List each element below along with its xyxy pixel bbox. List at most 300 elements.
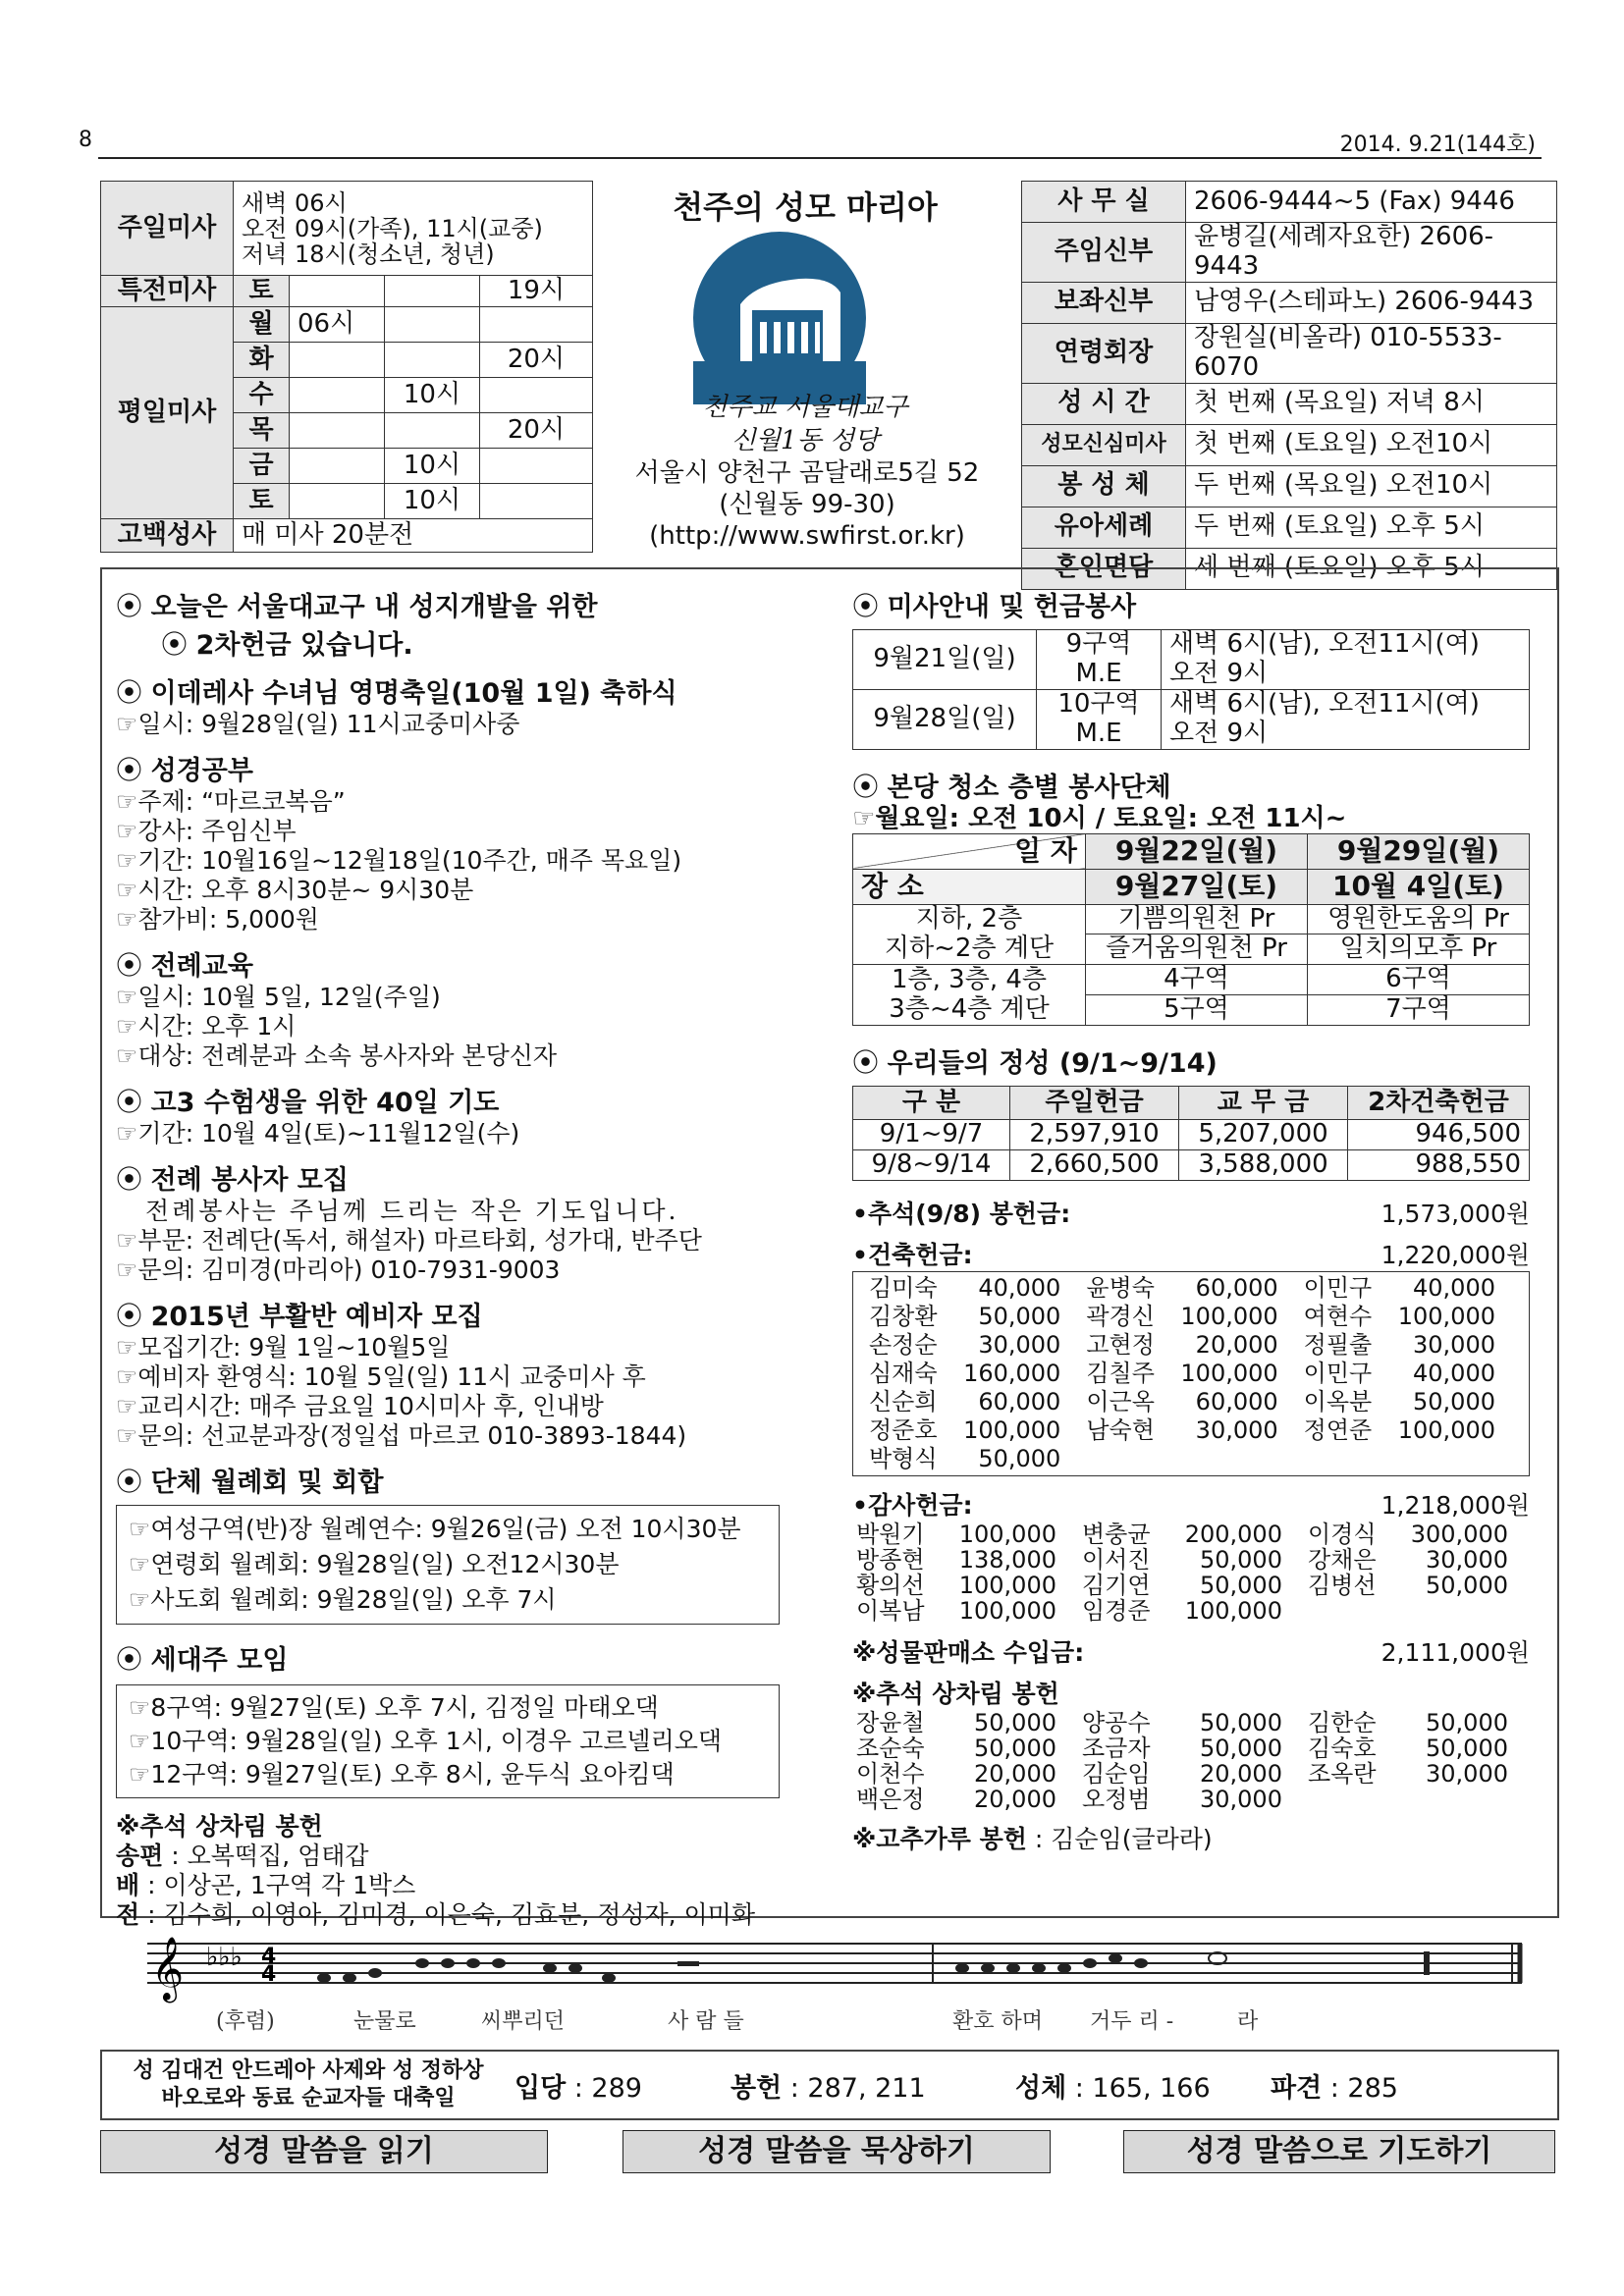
donor-row: [852, 1573, 1530, 1598]
donor-amount: 100,000: [958, 1520, 1056, 1548]
notice-line: ☞ 문의: 선교분과장(정일섭 마르코 010-3893-1844): [116, 1421, 793, 1451]
donor-amount: 20,000: [1195, 1330, 1278, 1359]
notice-heading: ⦿ 성경공부: [116, 749, 793, 787]
mass-group: M.E: [1037, 720, 1162, 749]
donor-amount: 50,000: [1426, 1708, 1508, 1736]
hymn-entrance: [514, 2066, 731, 2105]
notice-heading: ※추석 상차림 봉헌: [116, 1812, 323, 1841]
weekday-day: 수: [234, 378, 290, 413]
weekday-time: 10시: [385, 378, 480, 413]
shop-total: [852, 1633, 1530, 1669]
donor-name: 박형식: [869, 1444, 938, 1472]
cleaning-place: 1층, 3층, 4층: [853, 965, 1086, 995]
donor-amount: 100,000: [1397, 1302, 1495, 1330]
donor-name: 강채은: [1307, 1545, 1377, 1574]
offering-value: : 이상곤, 1구역 각 1박스: [139, 1871, 416, 1899]
donor-amount: 30,000: [1195, 1415, 1278, 1444]
offering-cell: 3,588,000: [1179, 1150, 1348, 1181]
weekday-time: [385, 343, 480, 378]
weekday-day: 금: [234, 449, 290, 484]
offering-col-header: 구 분: [853, 1087, 1010, 1120]
meeting-box: [116, 1505, 780, 1625]
donor-name: 여현수: [1303, 1302, 1373, 1330]
donor-amount: 138,000: [958, 1545, 1056, 1574]
building-donor-list: [852, 1271, 1530, 1476]
offering-value: : 오복떡집, 엄태갑: [163, 1842, 369, 1870]
donor-name: 김칠주: [1086, 1359, 1155, 1387]
donor-amount: 30,000: [1426, 1545, 1508, 1574]
contact-value: 2606-9444~5 (Fax) 9446: [1186, 182, 1557, 223]
donor-name: 이서진: [1081, 1545, 1151, 1574]
mass-time: 새벽 6시(남), 오전11시(여): [1162, 630, 1530, 660]
table-offering-label: ※추석 상차림 봉헌: [852, 1679, 1059, 1708]
notice-heading: ⦿ 2015년 부활반 예비자 모집: [116, 1295, 793, 1333]
cleaning-date: 9월22일(월): [1086, 833, 1308, 869]
music-staff: [128, 1924, 1542, 2042]
notice-line: ☞ 연령회 월례회: 9월28일(일) 오전12시30분: [129, 1547, 767, 1582]
notice-line: ☞ 사도회 월례회: 9월28일(일) 오후 7시: [129, 1582, 767, 1618]
donor-name: [1304, 1598, 1390, 1624]
weekday-time: 06시: [290, 307, 385, 343]
donor-amount: 60,000: [978, 1387, 1061, 1415]
hymn-value: : 165, 166: [1066, 2072, 1211, 2104]
weekday-time: [290, 484, 385, 519]
donor-row: [852, 1547, 1530, 1573]
lyric: 환호 하며: [952, 2009, 1044, 2034]
donor-amount: 100,000: [958, 1571, 1056, 1599]
contact-value: 두 번째 (토요일) 오후 5시: [1186, 507, 1557, 548]
weekday-time: [290, 449, 385, 484]
donor-amount: 40,000: [1413, 1273, 1495, 1302]
weekday-time: [290, 343, 385, 378]
donor-amount: 40,000: [1413, 1359, 1495, 1387]
offering-key: 송편: [116, 1842, 164, 1870]
contact-value: 첫 번째 (목요일) 저녁 8시: [1186, 383, 1557, 424]
sunday-time: 저녁 18시(청소년, 청년): [242, 240, 495, 268]
weekday-time: [290, 413, 385, 449]
cleaning-team: 일치의모후 Pr: [1308, 934, 1530, 965]
total-label: •건축헌금:: [852, 1240, 973, 1269]
mass-time: 오전 9시: [1162, 720, 1530, 749]
offering-title: ⦿ 우리들의 정성 (9/1~9/14): [852, 1041, 1540, 1080]
cleaning-place: 3층~4층 계단: [853, 995, 1086, 1026]
offering-cell: 2,660,500: [1010, 1150, 1179, 1181]
footer-pray-bible: 성경 말씀으로 기도하기: [1123, 2130, 1555, 2173]
mass-date: 9월28일(일): [853, 689, 1037, 749]
donor-row: [852, 1735, 1530, 1761]
notice-heading: ⦿ 전례 봉사자 모집: [116, 1158, 793, 1197]
donor-name: 이옥분: [1303, 1387, 1373, 1415]
donor-name: 윤병숙: [1086, 1273, 1155, 1302]
cleaning-team: 기쁨의원천 Pr: [1086, 904, 1308, 934]
mass-schedule-table: [100, 181, 593, 553]
contact-label: 연령회장: [1022, 323, 1186, 383]
offering-table: [852, 1086, 1530, 1181]
donor-amount: 30,000: [1199, 1785, 1282, 1813]
footer-meditate-bible: 성경 말씀을 묵상하기: [623, 2130, 1051, 2173]
weekday-time: [480, 484, 593, 519]
offering-cell: 5,207,000: [1179, 1120, 1348, 1150]
mass-date: 9월21일(일): [853, 630, 1037, 690]
church-url[interactable]: (http://www.swfirst.or.kr): [649, 521, 965, 551]
donor-name: [1082, 1445, 1165, 1473]
donor-amount: 30,000: [1426, 1759, 1508, 1788]
signature-line: 신월1동 성당: [731, 426, 880, 455]
donor-row: [852, 1522, 1530, 1547]
donor-name: 조금자: [1081, 1734, 1151, 1762]
special-time: 19시: [480, 276, 593, 307]
hymn-box: [100, 2050, 1559, 2120]
donor-name: 손정순: [869, 1330, 938, 1359]
donor-name: 이복남: [856, 1596, 925, 1625]
offering-col-header: 주일헌금: [1010, 1087, 1179, 1120]
contact-label: 혼인면담: [1022, 548, 1186, 589]
donor-amount: 300,000: [1410, 1520, 1508, 1548]
donor-name: 박원기: [856, 1520, 925, 1548]
donor-name: 이근옥: [1086, 1387, 1155, 1415]
offering-cell: 988,550: [1347, 1150, 1529, 1181]
contact-value: 첫 번째 (토요일) 오전10시: [1186, 424, 1557, 465]
donor-name: 양공수: [1081, 1708, 1151, 1736]
cleaning-place: 지하, 2층: [853, 904, 1086, 934]
notice-line: [116, 1842, 793, 1871]
donor-amount: 100,000: [1397, 1415, 1495, 1444]
hymn-offertory: [731, 2066, 1015, 2105]
donor-name: 이민구: [1303, 1273, 1373, 1302]
notice-line: ☞ 부문: 전례단(독서, 해설자) 마르타회, 성가대, 반주단: [116, 1226, 793, 1255]
donor-name: 김한순: [1307, 1708, 1377, 1736]
weekday-time: 20시: [480, 343, 593, 378]
donor-amount: 20,000: [1199, 1759, 1282, 1788]
donor-row: [852, 1710, 1530, 1735]
svg-text:𝄞: 𝄞: [151, 1937, 185, 2001]
hymn-dismissal: [1271, 2066, 1467, 2105]
weekday-time: 10시: [385, 484, 480, 519]
contact-value: 윤병길(세례자요한) 2606-9443: [1186, 223, 1557, 283]
notice-line: ☞ 모집기간: 9월 1일~10월5일: [116, 1333, 793, 1362]
sunday-time: 새벽 06시: [242, 188, 348, 217]
donor-table: [852, 1522, 1530, 1624]
donor-name: 오정범: [1081, 1785, 1151, 1813]
donor-amount: [1165, 1445, 1300, 1473]
donor-row: [852, 1761, 1530, 1787]
cleaning-team: 7구역: [1308, 995, 1530, 1026]
cleaning-team: 5구역: [1086, 995, 1308, 1026]
contact-value: 장원실(비올라) 010-5533-6070: [1186, 323, 1557, 383]
donor-amount: [1397, 1787, 1530, 1812]
cleaning-header-date: 일 자: [853, 833, 1086, 869]
sunday-mass-label: 주일미사: [101, 182, 234, 276]
hymn-value: : 285: [1322, 2072, 1398, 2104]
contact-value: 세 번째 (토요일) 오후 5시: [1186, 548, 1557, 589]
lyric: 씨뿌리던: [481, 2009, 566, 2034]
notice-heading: ⦿ 2차헌금 있습니다.: [116, 623, 793, 662]
hymn-key: 파견: [1271, 2072, 1323, 2104]
donor-name: 백은정: [856, 1785, 925, 1813]
chuseok-total: [852, 1195, 1530, 1230]
offering-cell: 9/1~9/7: [853, 1120, 1010, 1150]
header-rule: [98, 157, 1542, 159]
donor-row: [852, 1787, 1530, 1812]
signature-line: 천주교 서울대교구: [702, 393, 908, 422]
church-title: 천주의 성모 마리아: [673, 188, 938, 226]
mass-time: 오전 9시: [1162, 660, 1530, 689]
weekday-day: 토: [234, 484, 290, 519]
donor-amount: 20,000: [974, 1785, 1056, 1813]
weekday-time: [290, 378, 385, 413]
weekday-day: 화: [234, 343, 290, 378]
lyric: 거두 리 -: [1090, 2009, 1174, 2034]
donor-name: 김창환: [869, 1302, 938, 1330]
donor-amount: [1390, 1598, 1530, 1624]
notice-line: ☞ 예비자 환영식: 10월 5일(일) 11시 교중미사 후: [116, 1362, 793, 1392]
confession-value: 매 미사 20분전: [234, 519, 593, 553]
donor-row: [865, 1416, 1517, 1445]
contact-value: 두 번째 (목요일) 오전10시: [1186, 465, 1557, 507]
notice-line: ☞ 문의: 김미경(마리아) 010-7931-9003: [116, 1255, 793, 1285]
donor-row: [865, 1331, 1517, 1360]
donor-name: 김미숙: [869, 1273, 938, 1302]
notice-heading: ⦿ 세대주 모임: [116, 1638, 793, 1677]
weekday-time: 20시: [480, 413, 593, 449]
donor-name: [1300, 1445, 1383, 1473]
feast-line: 바오로와 동료 순교자들 대축일: [161, 2086, 456, 2110]
donor-amount: 50,000: [974, 1708, 1056, 1736]
notice-heading: ⦿ 단체 월례회 및 회합: [116, 1461, 793, 1499]
notice-line: ☞ 일시: 9월28일(일) 11시교중미사중: [116, 710, 793, 739]
cleaning-team: 즐거움의원천 Pr: [1086, 934, 1308, 965]
notice-line: ☞ 주제: “마르코복음”: [116, 787, 793, 817]
total-label: •감사헌금:: [852, 1490, 973, 1520]
total-value: : 김순임(글라라): [1026, 1824, 1213, 1853]
donor-name: 황의선: [856, 1571, 925, 1599]
mass-time: 새벽 6시(남), 오전11시(여): [1162, 689, 1530, 719]
special-day: 토: [234, 276, 290, 307]
cleaning-date: 9월29일(월): [1308, 833, 1530, 869]
offering-col-header: 교 무 금: [1179, 1087, 1348, 1120]
total-label: ※고추가루 봉헌: [852, 1824, 1027, 1853]
thanks-total: [852, 1486, 1530, 1522]
total-label: ※성물판매소 수입금:: [852, 1637, 1085, 1667]
cleaning-date: 10월 4일(토): [1308, 869, 1530, 904]
lyric: 라: [1237, 2009, 1259, 2034]
svg-text:4: 4: [261, 1962, 277, 1987]
donor-name: 정연준: [1303, 1415, 1373, 1444]
donor-name: 신순희: [869, 1387, 938, 1415]
notice-line: ☞ 기간: 10월 4일(토)~11월12일(수): [116, 1119, 793, 1148]
cleaning-team: 6구역: [1308, 965, 1530, 995]
confession-label: 고백성사: [101, 519, 234, 553]
contact-label: 성모신심미사: [1022, 424, 1186, 465]
contact-table: [1021, 181, 1557, 590]
pepper-offering: [852, 1820, 1540, 1855]
mass-group: 9구역: [1037, 630, 1162, 660]
donor-amount: 100,000: [1180, 1302, 1278, 1330]
contact-label: 봉 성 체: [1022, 465, 1186, 507]
church-address: [601, 457, 1013, 552]
cleaning-header-place: 장 소: [853, 869, 1086, 904]
cleaning-table: [852, 833, 1530, 1027]
notice-heading: ⦿ 고3 수험생을 위한 40일 기도: [116, 1081, 793, 1119]
cleaning-date: 9월27일(토): [1086, 869, 1308, 904]
donor-amount: 100,000: [1184, 1596, 1282, 1625]
weekday-time: [480, 449, 593, 484]
issue-date: 2014. 9.21(144호): [1339, 133, 1536, 157]
notice-line: ☞ 일시: 10월 5일, 12일(주일): [116, 983, 793, 1012]
donor-row: [865, 1274, 1517, 1303]
svg-text:4: 4: [261, 1945, 277, 1969]
weekday-mass-label: 평일미사: [101, 307, 234, 519]
donor-name: 조옥란: [1307, 1759, 1377, 1788]
donor-amount: 100,000: [1180, 1359, 1278, 1387]
offering-cell: 9/8~9/14: [853, 1150, 1010, 1181]
donor-amount: 60,000: [1195, 1273, 1278, 1302]
contact-label: 유아세례: [1022, 507, 1186, 548]
donor-table: [852, 1710, 1530, 1812]
donor-name: 조순숙: [856, 1734, 925, 1762]
hymn-key: 봉헌: [731, 2072, 783, 2104]
donor-name: 방종현: [856, 1545, 925, 1574]
total-label: •추석(9/8) 봉헌금:: [852, 1199, 1071, 1228]
donor-name: 심재숙: [869, 1359, 938, 1387]
donor-amount: 30,000: [1413, 1330, 1495, 1359]
donor-amount: 200,000: [1184, 1520, 1282, 1548]
weekday-time: 10시: [385, 449, 480, 484]
contact-value: 남영우(스테파노) 2606-9443: [1186, 282, 1557, 323]
donor-row: [865, 1360, 1517, 1388]
cleaning-subtitle: ☞ 월요일: 오전 10시 / 토요일: 오전 11시~: [852, 804, 1540, 833]
notice-line: ☞ 10구역: 9월28일(일) 오후 1시, 이경우 고르넬리오댁: [129, 1725, 767, 1758]
donor-amount: 50,000: [1199, 1571, 1282, 1599]
donor-name: 변충균: [1081, 1520, 1151, 1548]
donor-table: [865, 1274, 1517, 1473]
donor-name: 정필출: [1303, 1330, 1373, 1359]
donor-amount: 50,000: [978, 1444, 1061, 1472]
donor-row: [865, 1303, 1517, 1331]
cleaning-team: 4구역: [1086, 965, 1308, 995]
notice-line: ☞ 12구역: 9월27일(토) 오후 8시, 윤두식 요아킴댁: [129, 1758, 767, 1791]
donor-name: 임경준: [1081, 1596, 1151, 1625]
donor-amount: 50,000: [1199, 1708, 1282, 1736]
contact-label: 주임신부: [1022, 223, 1186, 283]
offering-cell: 2,597,910: [1010, 1120, 1179, 1150]
donor-amount: 20,000: [974, 1759, 1056, 1788]
music-score: [128, 1924, 1542, 2042]
weekday-time: [480, 307, 593, 343]
weekday-time: [385, 413, 480, 449]
notice-line: ☞ 교리시간: 매주 금요일 10시미사 후, 인내방: [116, 1392, 793, 1421]
total-value: 1,573,000원: [1380, 1199, 1530, 1228]
donor-row: [852, 1598, 1530, 1624]
total-value: 1,218,000원: [1380, 1490, 1530, 1520]
hymn-key: 입당: [514, 2072, 567, 2104]
left-column: [116, 585, 793, 1930]
right-column: [852, 585, 1540, 1855]
donor-amount: 50,000: [974, 1734, 1056, 1762]
address-line: 서울시 양천구 곰달래로5길 52: [634, 458, 980, 488]
contact-label: 사 무 실: [1022, 182, 1186, 223]
donor-row: [865, 1445, 1517, 1473]
feast-line: 성 김대건 안드레아 사제와 성 정하상: [133, 2058, 484, 2083]
donor-name: 곽경신: [1086, 1302, 1155, 1330]
page-number: 8: [79, 128, 92, 152]
lyric: 눈물로: [353, 2009, 416, 2034]
donor-name: 정준호: [869, 1415, 938, 1444]
weekday-day: 월: [234, 307, 290, 343]
donor-amount: [1382, 1445, 1517, 1473]
hymn-value: : 289: [566, 2072, 642, 2104]
donor-name: 김숙호: [1307, 1734, 1377, 1762]
donor-amount: 50,000: [1199, 1545, 1282, 1574]
notice-line: ☞ 8구역: 9월27일(토) 오후 7시, 김정일 마태오댁: [129, 1691, 767, 1725]
notice-heading: ⦿ 이데레사 수녀님 영명축일(10월 1일) 축하식: [116, 671, 793, 710]
donor-amount: 40,000: [978, 1273, 1061, 1302]
hymn-key: 성체: [1015, 2072, 1067, 2104]
sunday-time: 오전 09시(가족), 11시(교중): [242, 214, 543, 242]
notice-heading: ⦿ 오늘은 서울대교구 내 성지개발을 위한: [116, 585, 793, 623]
svg-text:♭♭♭: ♭♭♭: [206, 1943, 243, 1972]
notice-line: ☞ 시간: 오후 1시: [116, 1012, 793, 1041]
offering-value: : 김수희, 이영아, 김미경, 이은숙, 김효분, 정성자, 이미화: [139, 1900, 755, 1929]
weekday-day: 목: [234, 413, 290, 449]
weekday-time: [480, 378, 593, 413]
mass-guide-title: ⦿ 미사안내 및 헌금봉사: [852, 585, 1540, 623]
build-total: [852, 1236, 1530, 1271]
church-signature: [648, 391, 962, 457]
donor-amount: 50,000: [1413, 1387, 1495, 1415]
offering-col-header: 2차건축헌금: [1347, 1087, 1529, 1120]
donor-amount: 160,000: [963, 1359, 1061, 1387]
donor-name: 김병선: [1307, 1571, 1377, 1599]
feast-name: [102, 2057, 514, 2112]
total-value: 1,220,000원: [1380, 1240, 1530, 1269]
donor-amount: 100,000: [958, 1596, 1056, 1625]
donor-amount: 30,000: [978, 1330, 1061, 1359]
donor-amount: 50,000: [1426, 1571, 1508, 1599]
donor-name: 이경식: [1307, 1520, 1377, 1548]
special-mass-label: 특전미사: [101, 276, 234, 307]
donor-name: 고현정: [1086, 1330, 1155, 1359]
mass-group: 10구역: [1037, 689, 1162, 719]
address-line: (신월동 99-30): [719, 490, 895, 519]
donor-name: 김순임: [1081, 1759, 1151, 1788]
offering-key: 전: [116, 1900, 140, 1929]
notice-line: ☞ 참가비: 5,000원: [116, 905, 793, 934]
notice-line: ☞ 기간: 10월16일~12월18일(10주간, 매주 목요일): [116, 846, 793, 876]
notice-heading: ⦿ 전례교육: [116, 944, 793, 983]
donor-amount: 50,000: [978, 1302, 1061, 1330]
hymn-value: : 287, 211: [782, 2072, 926, 2104]
donor-row: [865, 1388, 1517, 1416]
notice-line: ☞ 시간: 오후 8시30분~ 9시30분: [116, 876, 793, 905]
hymn-communion: [1015, 2066, 1271, 2105]
cleaning-title: ⦿ 본당 청소 층별 봉사단체: [852, 766, 1540, 804]
cleaning-team: 영원한도움의 Pr: [1308, 904, 1530, 934]
weekday-time: [385, 307, 480, 343]
donor-name: 장윤철: [856, 1708, 925, 1736]
notice-line: ☞ 대상: 전례분과 소속 봉사자와 본당신자: [116, 1041, 793, 1071]
household-box: [116, 1684, 780, 1798]
offering-key: 배: [116, 1871, 140, 1899]
lyric: 사 람 들: [668, 2009, 744, 2034]
notice-line: ☞ 강사: 주임신부: [116, 817, 793, 846]
footer-read-bible: 성경 말씀을 읽기: [100, 2130, 548, 2173]
donor-name: 이민구: [1303, 1359, 1373, 1387]
donor-amount: 60,000: [1195, 1387, 1278, 1415]
notice-line: [116, 1871, 793, 1900]
donor-name: 이천수: [856, 1759, 925, 1788]
offering-cell: 946,500: [1347, 1120, 1529, 1150]
